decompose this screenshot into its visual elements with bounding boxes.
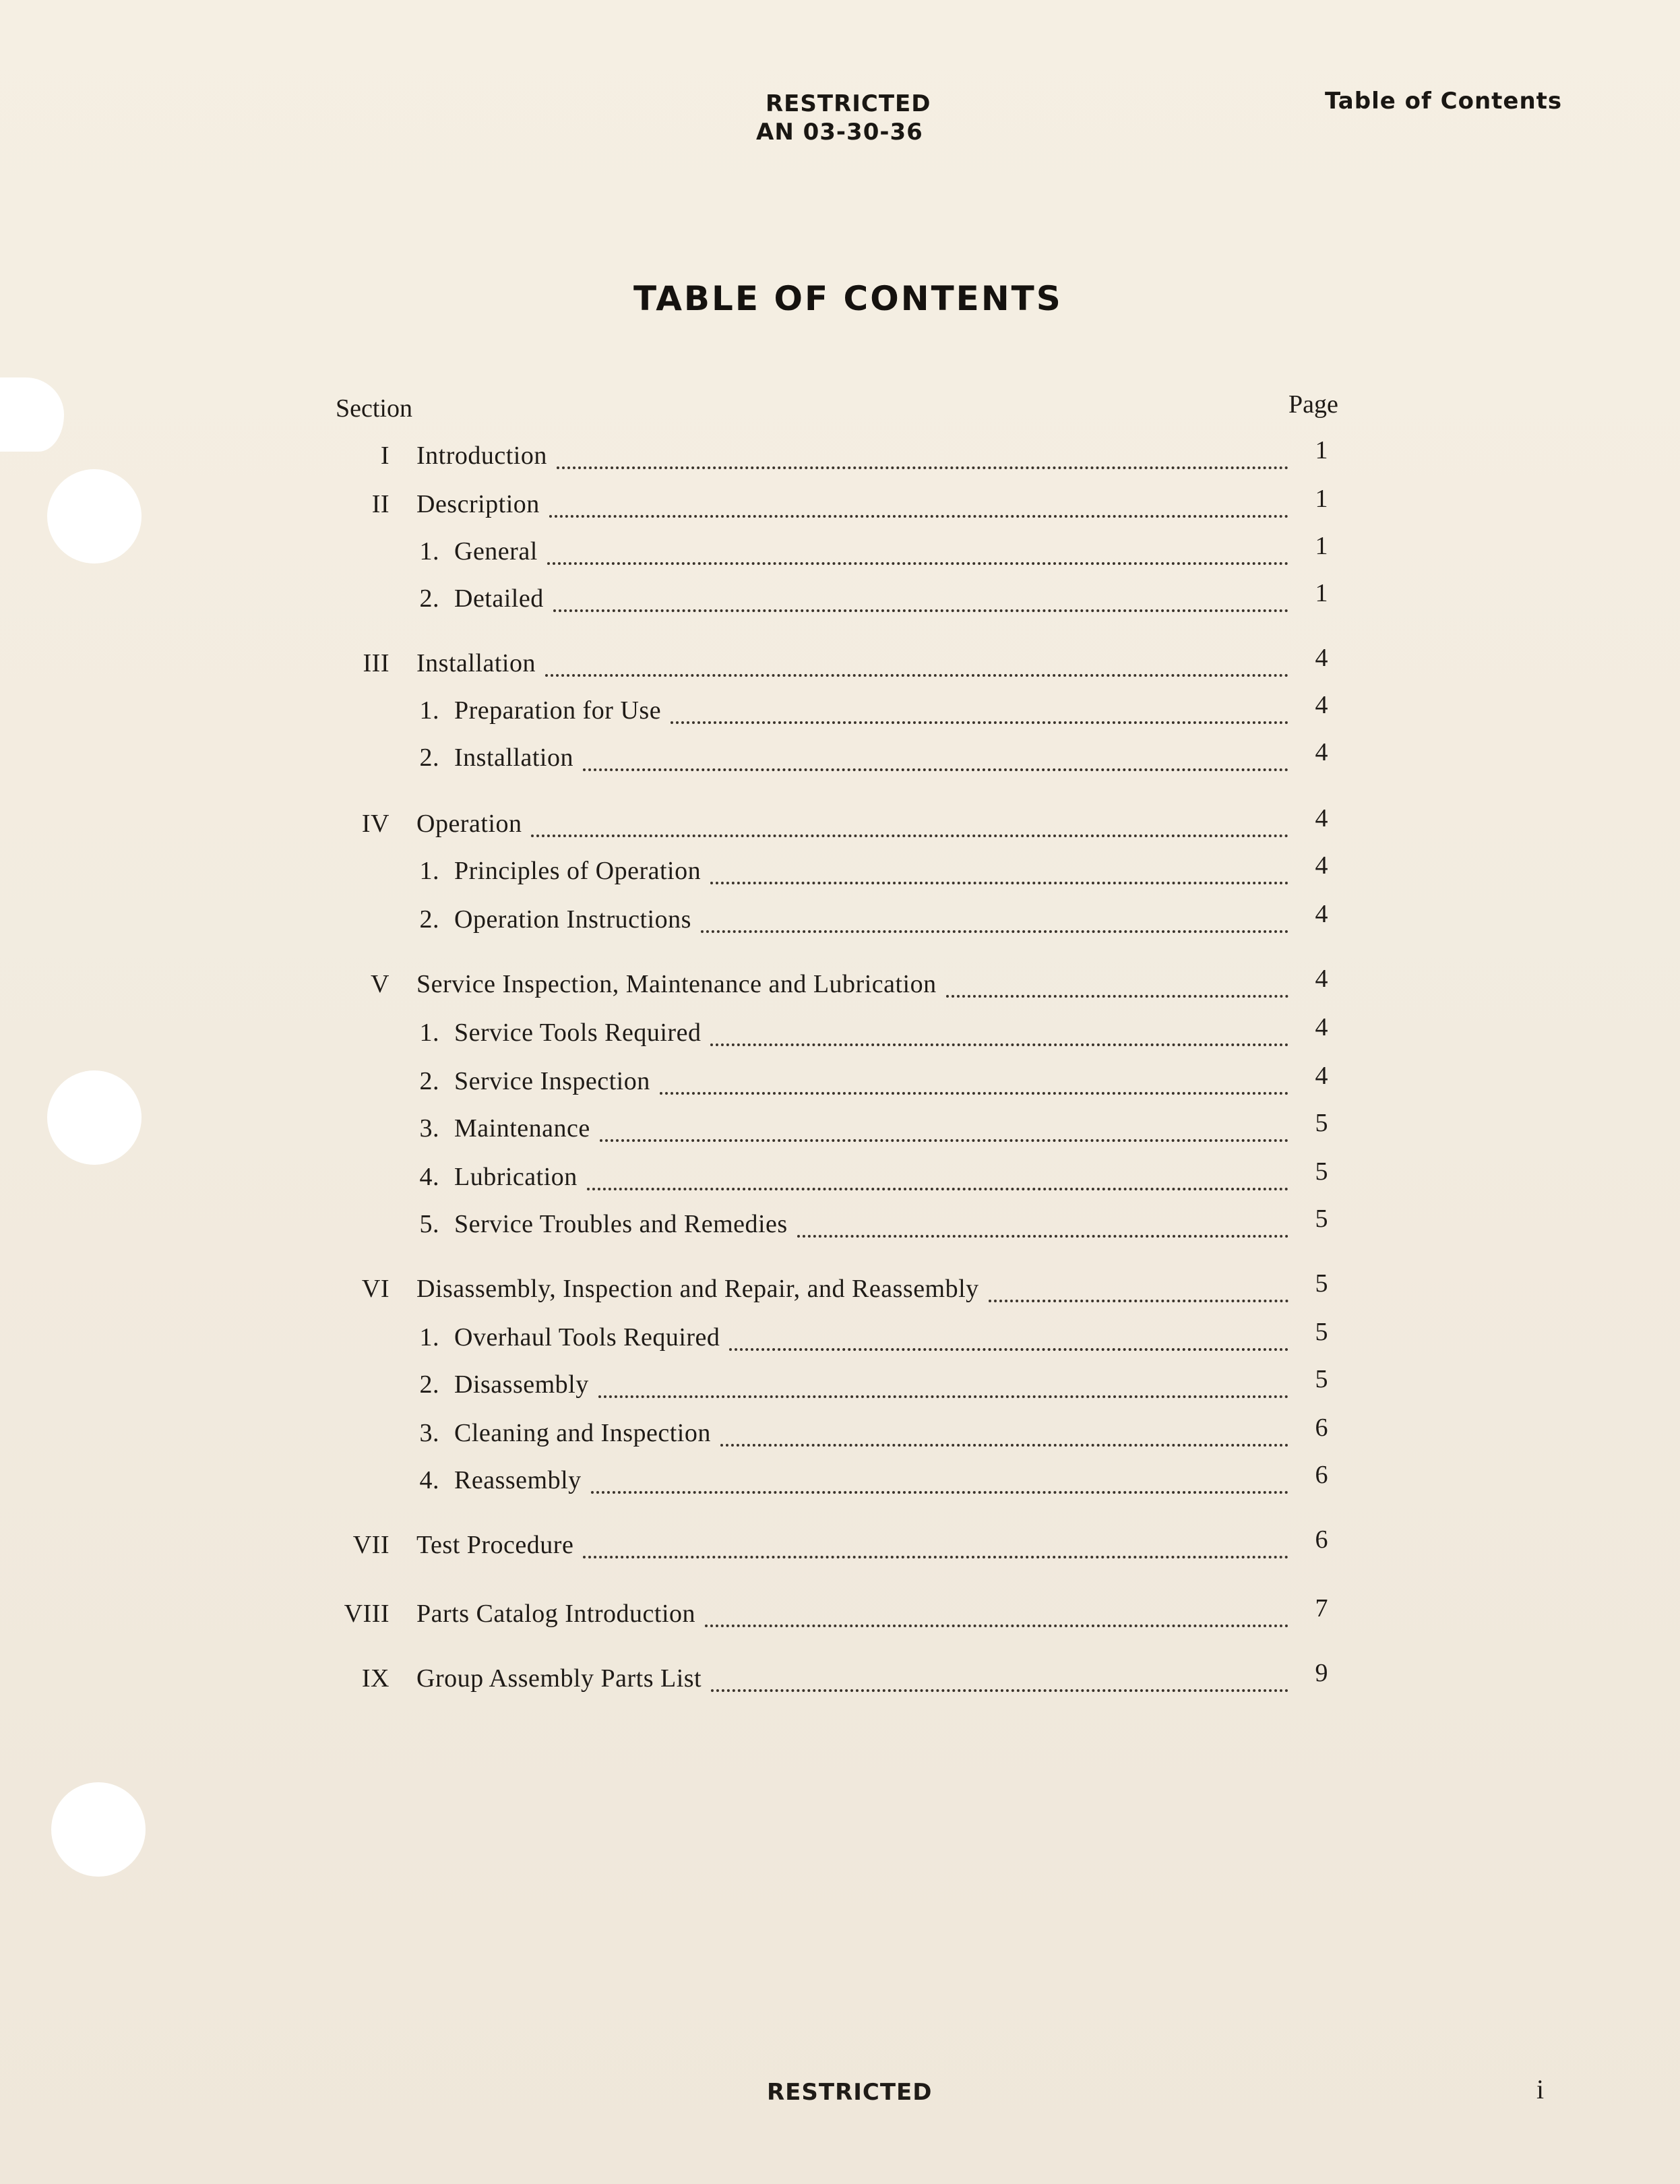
toc-page-number: 1 (1315, 532, 1328, 560)
toc-page-number: 9 (1315, 1659, 1328, 1687)
toc-subsection-number: 1. (419, 537, 439, 566)
toc-entry-label: Test Procedure (416, 1531, 574, 1559)
footer-restricted: RESTRICTED (767, 2079, 933, 2106)
toc-page-number: 6 (1315, 1414, 1328, 1442)
toc-entry-label: Service Troubles and Remedies (454, 1210, 788, 1238)
toc-entry-label: Description (416, 490, 540, 518)
toc-leader-dots (797, 1235, 1288, 1238)
toc-leader-dots (946, 995, 1288, 998)
toc-section-number: IV (361, 810, 390, 838)
toc-section-number: VII (352, 1531, 390, 1559)
toc-entry-label: Overhaul Tools Required (454, 1323, 720, 1352)
page-title: TABLE OF CONTENTS (633, 279, 1063, 318)
toc-page-number: 4 (1315, 1062, 1328, 1090)
toc-section-number: III (363, 649, 390, 677)
page-folio: i (1536, 2074, 1545, 2104)
toc-page-number: 5 (1315, 1365, 1328, 1393)
toc-subsection-number: 4. (419, 1466, 439, 1494)
toc-page-number: 4 (1315, 900, 1328, 928)
toc-page-number: 4 (1315, 691, 1328, 719)
toc-leader-dots (729, 1348, 1288, 1351)
toc-page-number: 5 (1315, 1269, 1328, 1298)
toc-page-number: 6 (1315, 1461, 1328, 1489)
toc-entry-label: Lubrication (454, 1163, 578, 1191)
toc-entry-label: Cleaning and Inspection (454, 1419, 711, 1447)
toc-subsection-number: 3. (419, 1114, 439, 1143)
toc-entry-label: Maintenance (454, 1114, 590, 1143)
toc-leader-dots (545, 674, 1288, 677)
toc-entry-label: General (454, 537, 538, 566)
toc-leader-dots (660, 1092, 1288, 1095)
toc-leader-dots (671, 721, 1288, 724)
toc-leader-dots (547, 562, 1288, 565)
toc-page-number: 4 (1315, 851, 1328, 880)
toc-page-number: 4 (1315, 644, 1328, 672)
toc-page-number: 4 (1315, 1013, 1328, 1041)
toc-entry-label: Parts Catalog Introduction (416, 1600, 696, 1628)
torn-edge (0, 377, 64, 452)
toc-leader-dots (989, 1300, 1288, 1302)
punch-hole-middle (47, 1070, 142, 1165)
toc-leader-dots (600, 1139, 1288, 1142)
toc-leader-dots (583, 1556, 1288, 1558)
toc-page-number: 7 (1315, 1594, 1328, 1622)
toc-page-number: 6 (1315, 1525, 1328, 1554)
toc-subsection-number: 2. (419, 584, 439, 613)
toc-entry-label: Installation (454, 744, 573, 772)
toc-leader-dots (598, 1395, 1288, 1398)
header-restricted: RESTRICTED (766, 90, 931, 117)
toc-leader-dots (553, 609, 1288, 612)
toc-leader-dots (549, 515, 1288, 518)
toc-page-number: 1 (1315, 485, 1328, 513)
toc-entry-label: Preparation for Use (454, 696, 662, 725)
toc-entry-label: Group Assembly Parts List (416, 1664, 702, 1693)
toc-subsection-number: 2. (419, 905, 439, 934)
toc-section-number: IX (361, 1664, 390, 1693)
toc-leader-dots (557, 466, 1288, 469)
toc-page-number: 1 (1315, 436, 1328, 464)
toc-entry-label: Principles of Operation (454, 857, 702, 885)
toc-subsection-number: 2. (419, 1370, 439, 1399)
toc-section-number: V (371, 970, 390, 998)
toc-page-number: 4 (1315, 804, 1328, 832)
toc-subsection-number: 2. (419, 1067, 439, 1095)
header-running-title: Table of Contents (1325, 88, 1563, 115)
toc-leader-dots (587, 1188, 1288, 1190)
punch-hole-top (47, 469, 142, 564)
toc-page-number: 5 (1315, 1157, 1328, 1186)
toc-section-number: I (380, 442, 390, 470)
toc-section-number: II (371, 490, 390, 518)
toc-leader-dots (705, 1625, 1288, 1627)
toc-subsection-number: 3. (419, 1419, 439, 1447)
toc-entry-label: Introduction (416, 442, 547, 470)
punch-hole-bottom (51, 1782, 146, 1877)
toc-section-number: VIII (344, 1600, 390, 1628)
toc-leader-dots (711, 1689, 1288, 1692)
section-column-header: Section (336, 394, 412, 423)
toc-page-number: 5 (1315, 1109, 1328, 1137)
toc-entry-label: Reassembly (454, 1466, 582, 1494)
toc-subsection-number: 1. (419, 1019, 439, 1047)
toc-page-number: 4 (1315, 738, 1328, 766)
toc-entry-label: Disassembly (454, 1370, 589, 1399)
toc-leader-dots (531, 835, 1288, 837)
toc-leader-dots (583, 768, 1288, 771)
toc-entry-label: Disassembly, Inspection and Repair, and Reassembly (416, 1275, 979, 1303)
toc-page-number: 5 (1315, 1205, 1328, 1233)
toc-entry-label: Operation Instructions (454, 905, 691, 934)
toc-section-number: VI (361, 1275, 390, 1303)
toc-leader-dots (701, 930, 1288, 933)
toc-entry-label: Service Tools Required (454, 1019, 702, 1047)
header-doc-number: AN 03-30-36 (756, 119, 923, 146)
toc-subsection-number: 1. (419, 696, 439, 725)
toc-page-number: 4 (1315, 965, 1328, 993)
toc-subsection-number: 4. (419, 1163, 439, 1191)
toc-entry-label: Detailed (454, 584, 544, 613)
toc-leader-dots (710, 1043, 1288, 1046)
toc-subsection-number: 2. (419, 744, 439, 772)
toc-page-number: 5 (1315, 1318, 1328, 1346)
toc-subsection-number: 5. (419, 1210, 439, 1238)
toc-leader-dots (591, 1491, 1288, 1494)
page-column-header: Page (1288, 390, 1338, 419)
toc-entry-label: Installation (416, 649, 536, 677)
toc-entry-label: Operation (416, 810, 522, 838)
toc-page-number: 1 (1315, 579, 1328, 607)
toc-subsection-number: 1. (419, 1323, 439, 1352)
toc-leader-dots (710, 882, 1288, 884)
toc-leader-dots (720, 1444, 1288, 1447)
toc-subsection-number: 1. (419, 857, 439, 885)
toc-entry-label: Service Inspection, Maintenance and Lubrication (416, 970, 937, 998)
toc-entry-label: Service Inspection (454, 1067, 650, 1095)
